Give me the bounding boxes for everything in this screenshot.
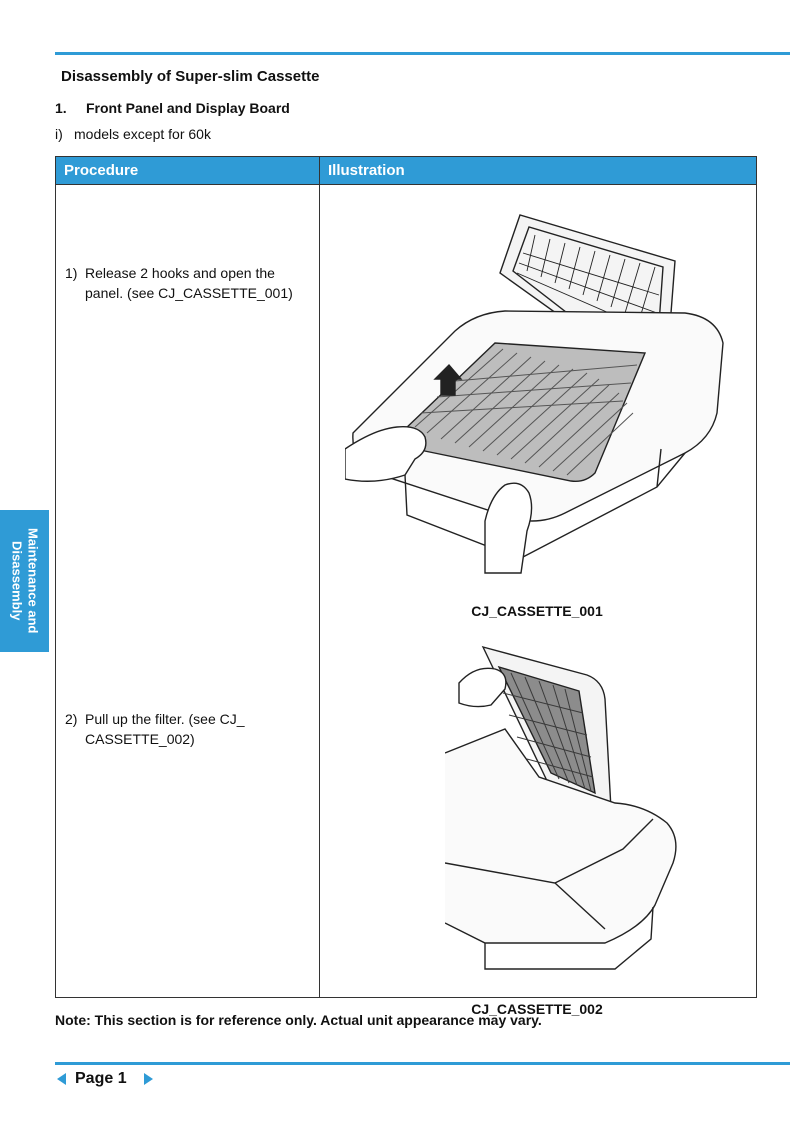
bottom-rule xyxy=(55,1062,790,1065)
step-2 xyxy=(65,709,315,749)
subsection-number: 1. xyxy=(55,100,67,116)
header-illustration: Illustration xyxy=(320,157,757,185)
caption-1: CJ_CASSETTE_001 xyxy=(471,603,603,620)
side-tab-label xyxy=(9,528,41,633)
subsection-title xyxy=(55,100,290,116)
illustration-cell xyxy=(320,185,757,1018)
side-tab-line-1: Maintenance and xyxy=(25,528,41,634)
prev-page-arrow-icon[interactable] xyxy=(57,1073,66,1085)
side-tab-line-2: Disassembly xyxy=(9,541,25,621)
step-2-number: 2) xyxy=(65,711,78,728)
top-rule xyxy=(55,52,790,55)
procedure-table xyxy=(55,156,757,1018)
step-1-number: 1) xyxy=(65,265,78,282)
caption-2: CJ_CASSETTE_002 xyxy=(471,1001,603,1018)
models-note-text: models except for 60k xyxy=(74,126,211,142)
page-label: Page 1 xyxy=(75,1070,127,1087)
step-1 xyxy=(65,263,315,303)
next-page-arrow-icon[interactable] xyxy=(144,1073,153,1085)
section-title: Disassembly of Super-slim Cassette xyxy=(61,68,320,85)
step-2-text: Pull up the filter. (see CJ_ CASSETTE_002) xyxy=(85,711,245,748)
table-row xyxy=(56,185,757,998)
cassette-illustration-2 xyxy=(445,643,690,973)
table-header-row xyxy=(56,157,757,185)
models-note xyxy=(55,126,211,142)
reference-note: Note: This section is for reference only. Actual unit appearance may vary. xyxy=(55,1012,542,1028)
models-note-index: i) xyxy=(55,126,63,142)
page-footer xyxy=(57,1070,153,1088)
procedure-cell xyxy=(56,185,320,998)
header-procedure: Procedure xyxy=(56,157,320,185)
step-1-text: Release 2 hooks and open the panel. (see CJ_CASSETTE_001) xyxy=(85,265,293,302)
side-tab xyxy=(0,510,49,652)
cassette-illustration-1 xyxy=(345,213,735,583)
subsection-text: Front Panel and Display Board xyxy=(86,100,290,116)
